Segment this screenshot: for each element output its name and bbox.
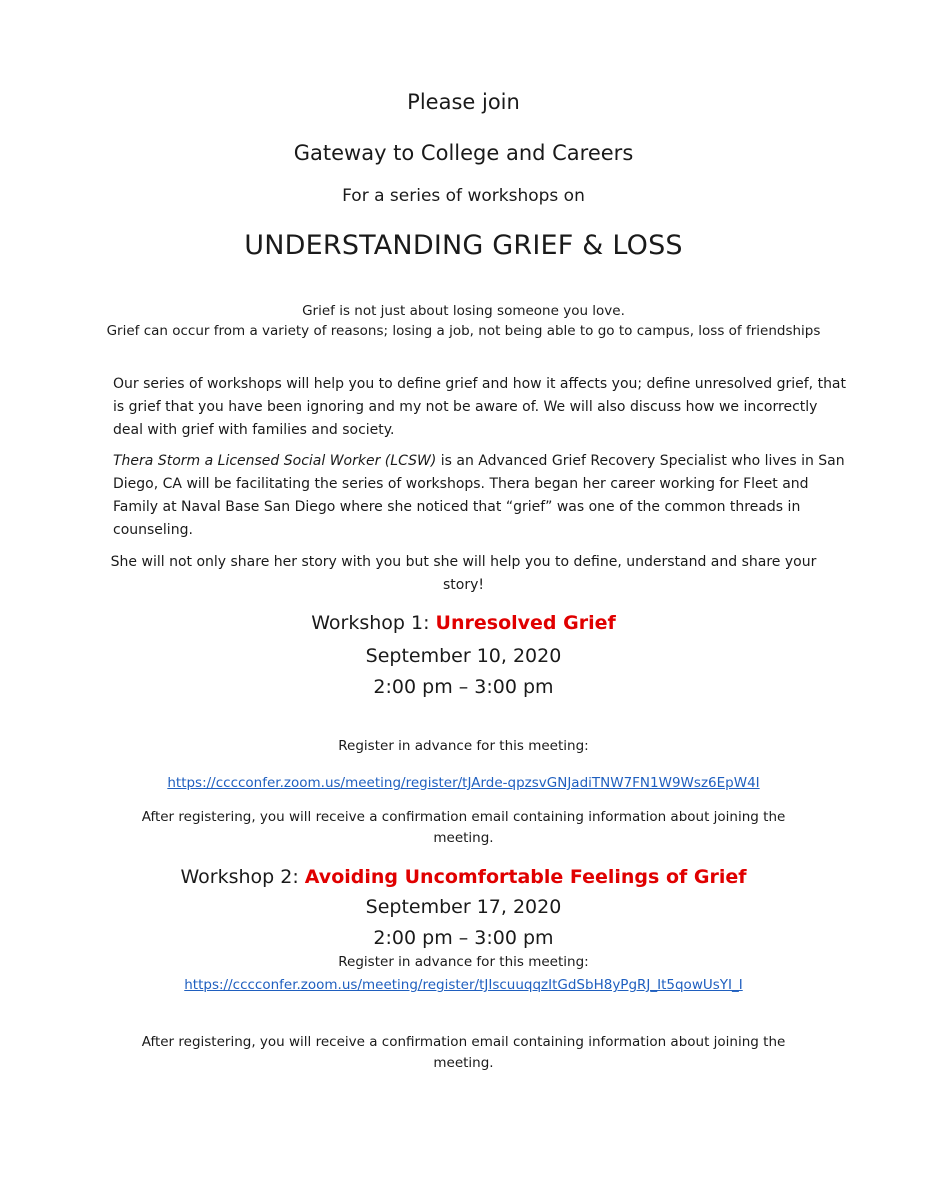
workshop-2-name: Avoiding Uncomfortable Feelings of Grief [304,866,747,888]
workshop-1-register-text: Register in advance for this meeting: [338,738,589,754]
workshops-description-line-3: deal with grief with families and society. [113,422,395,438]
intro-line-2: Grief can occur from a variety of reasons; losing a job, not being able to go to campus, loss of friendships [106,323,821,339]
facilitator-name: Thera Storm a Licensed Social Worker (LCSW) [113,453,437,469]
workshop-1-prefix: Workshop 1: [311,612,436,634]
workshop-1-heading [0,612,927,635]
series-intro-line: For a series of workshops on [342,186,585,206]
workshop-2-prefix: Workshop 2: [180,866,305,888]
intro-line-1: Grief is not just about losing someone you love. [302,303,625,319]
organization-name: Gateway to College and Careers [293,141,634,165]
facilitator-line-1 [113,453,845,470]
workshop-1-after-line-2: meeting. [433,830,494,846]
story-line-1: She will not only share her story with you but she will help you to define, understand and share your [110,554,817,570]
workshop-2-date: September 17, 2020 [365,896,562,918]
facilitator-description: is an Advanced Grief Recovery Specialist who lives in San [436,453,845,469]
workshop-2-registration-link[interactable]: https://cccconfer.zoom.us/meeting/register/tJIscuuqqzItGdSbH8yPgRJ_It5qowUsYI_I [184,977,743,993]
workshop-1-time: 2:00 pm – 3:00 pm [373,676,554,698]
workshop-2-time: 2:00 pm – 3:00 pm [373,927,554,949]
workshops-description-line-2: is grief that you have been ignoring and my not be aware of. We will also discuss how we incorrectly [113,399,818,415]
workshop-2-after-line-1: After registering, you will receive a confirmation email containing information about joining the [141,1034,786,1050]
facilitator-line-2: Diego, CA will be facilitating the series of workshops. Thera began her career working for Fleet and [113,476,809,492]
invitation-line: Please join [407,90,520,114]
facilitator-line-3: Family at Naval Base San Diego where she noticed that “grief” was one of the common threads in [113,499,801,515]
workshop-1-name: Unresolved Grief [435,612,616,634]
workshop-2-link-row [0,974,927,993]
workshop-2-register-text: Register in advance for this meeting: [338,954,589,970]
story-line-2: story! [442,577,484,593]
workshop-1-registration-link[interactable]: https://cccconfer.zoom.us/meeting/register/tJArde-qpzsvGNJadiTNW7FN1W9Wsz6EpW4I [167,775,760,791]
workshops-description-line-1: Our series of workshops will help you to define grief and how it affects you; define unresolved grief, that [113,376,847,392]
workshop-1-after-line-1: After registering, you will receive a confirmation email containing information about joining the [141,809,786,825]
workshop-2-after-line-2: meeting. [433,1055,494,1071]
workshop-1-link-row [0,772,927,791]
workshop-2-heading [0,866,927,889]
facilitator-line-4: counseling. [113,522,193,538]
workshop-1-date: September 10, 2020 [365,645,562,667]
page-title: UNDERSTANDING GRIEF & LOSS [244,230,683,261]
